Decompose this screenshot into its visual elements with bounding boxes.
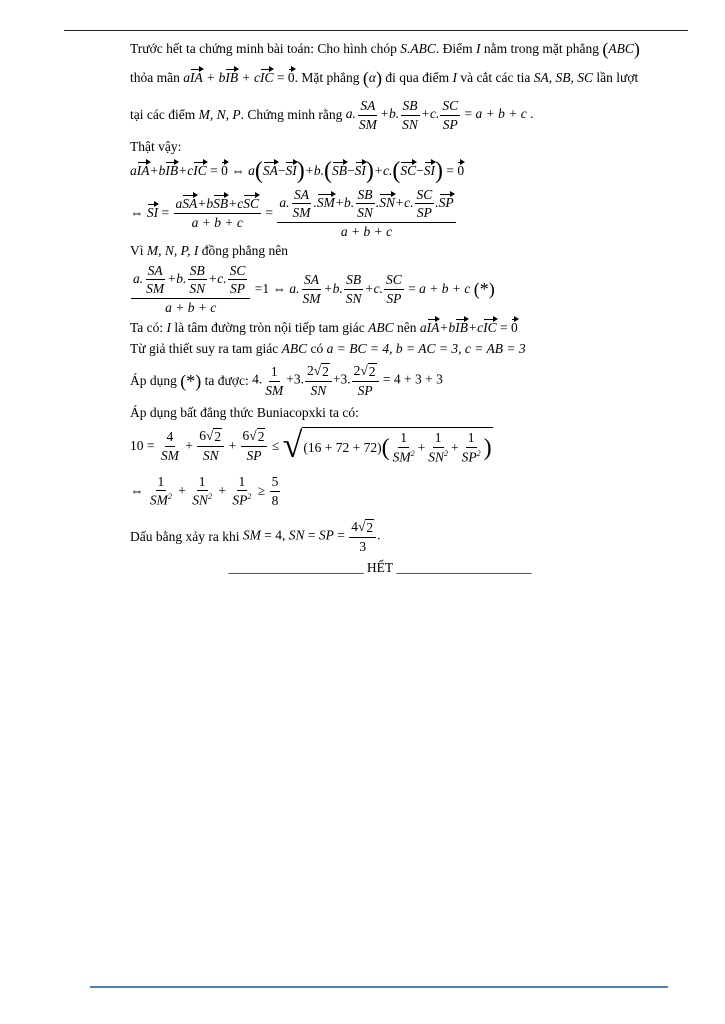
math-star-ref: (*) — [180, 370, 202, 391]
text-intro: Trước hết ta chứng minh bài toán: Cho hình chóp — [130, 41, 397, 56]
problem-statement-line-2: thỏa mãn aIA + bIB + cIC = 0 . Mặt phẳng ( α ) đi qua điểm I và cắt các tia SA, SB, SC lần lượt — [130, 67, 639, 88]
math-plane-abc: ABC — [608, 41, 634, 56]
end-rule-right: ____________________ — [396, 560, 532, 575]
math-result-inequality: ⇔ $\frac{1}{SM^2}$ + $\frac{1}{SN^2}$ + $\frac{1}{SP^2}$ ≥ $\frac{5}{8}$ — [130, 473, 279, 508]
math-i2: I — [452, 70, 457, 85]
end-rule-left: ____________________ — [228, 560, 364, 575]
math-i3: I — [166, 320, 172, 335]
math-abc2: ABC — [281, 341, 308, 356]
text-incenter: là tâm đường tròn nội tiếp tam giác — [174, 320, 365, 335]
math-rays: SA, SB, SC — [533, 70, 594, 85]
incenter-line — [130, 317, 692, 339]
text-prove: . Chứng minh rằng — [240, 107, 343, 122]
text-we-have: Ta có: — [130, 320, 164, 335]
math-si-expression: ⇔ SI = $\frac{\text{aSA+bSB+cSC}}{a + b + c}$ = a. $\frac{SA}{SM}$ .SM+b. $\frac{SB}{SN}$ .SN+c. $\frac{SC}{SP}$ .SP a + b + c — [130, 186, 454, 239]
text-apply: Áp dụng — [130, 373, 177, 388]
math-claim: a. $\frac{SA}{SM}$ +b. $\frac{SB}{SN}$ +c. $\frac{SC}{SP}$ = a + b + c . — [345, 97, 534, 132]
end-label: HẾT — [366, 560, 394, 575]
math-substituted: 4. $\frac{1}{SM}$ +3. 2 √ 2 SN +3. 2 √ 2 SP = 4 + 3 + 3 — [252, 363, 443, 398]
coplanar-line — [130, 241, 692, 261]
text-plane-alpha: . Mặt phẳng — [294, 70, 360, 85]
text-equality: Dấu bằng xảy ra khi — [130, 529, 240, 544]
text-we-get: ta được: — [204, 373, 249, 388]
apply-star-line — [130, 359, 692, 403]
text-coplanar: đồng phẳng nên — [201, 243, 288, 258]
math-mnp: M, N, P — [198, 107, 241, 122]
text-plane: nằm trong mặt phẳng — [483, 41, 599, 56]
text-indeed: Thật vậy: — [130, 139, 182, 154]
math-i: I — [476, 41, 481, 56]
text-since: Vì — [130, 243, 144, 258]
text-so: nên — [396, 320, 417, 335]
math-pyramid: S.ABC — [400, 41, 436, 56]
equality-case-line — [130, 515, 692, 559]
text-through: đi qua điểm — [385, 70, 450, 85]
math-star-equation: a. $\frac{SA}{SM}$ +b. $\frac{SB}{SN}$ +c. $\frac{SC}{SP}$ a + b + c =1 ⇔ a. $\frac{SA}{SM}$ +b. $\frac{SB}{SN}$ +c. $\frac{SC}{SP}$ = a + b + c (*) — [133, 262, 495, 315]
text-has: có — [310, 341, 324, 356]
proof-heading — [130, 137, 692, 157]
footer-rule — [90, 986, 668, 988]
text-respectively: lần lượt — [596, 70, 639, 85]
triangle-sides-line — [130, 339, 692, 359]
math-equality-values: SM = 4, SN = SP = 4 √ 2 3 . — [242, 519, 381, 554]
math-sides: a = BC = 4, b = AC = 3, c = AB = 3 — [326, 341, 526, 356]
problem-statement-line-1: Trước hết ta chứng minh bài toán: Cho hình chóp S.ABC . Điểm I nằm trong mặt phẳng ( ABC ) — [130, 38, 640, 59]
math-abc: ABC — [368, 320, 394, 335]
text-at-points: tại các điểm — [130, 107, 196, 122]
text-satisfy: thỏa mãn — [130, 70, 180, 85]
math-incenter-vector: aIA+bIB+cIC = 0 — [419, 320, 518, 335]
problem-statement-line-3 — [130, 95, 692, 135]
buniacopxki-line — [130, 403, 692, 423]
math-cauchy-inequality: 10 = $\frac{4}{SM}$ + 6 √ 2 SN + 6 √ 2 SP ≤ √ (16 + 72 + 72) ( $\frac{1}{SM^2}$ + $\frac{1}{SN^2}$ + $\frac{1}{SP^2}$ ) — [130, 425, 492, 466]
text-point: . Điểm — [435, 41, 473, 56]
text-apply-inequality: Áp dụng bất đẳng thức Buniacopxki ta có: — [130, 405, 359, 420]
end-marker — [130, 559, 630, 577]
text-from-hypothesis: Từ giả thiết suy ra tam giác — [130, 341, 279, 356]
text-cut-rays: và cắt các tia — [460, 70, 531, 85]
math-alpha: α — [368, 70, 376, 85]
math-mnpi: M, N, P, I — [146, 243, 199, 258]
document-body — [130, 37, 692, 577]
header-rule — [64, 30, 688, 31]
math-expansion-line: a IA +b IB +c IC = 0 ⇔ a ( SA − SI ) +b. ( SB − SI ) +c. ( SC − SI ) = 0 — [130, 158, 465, 184]
math-vector-condition: aIA + bIB + cIC = 0 — [183, 70, 295, 85]
